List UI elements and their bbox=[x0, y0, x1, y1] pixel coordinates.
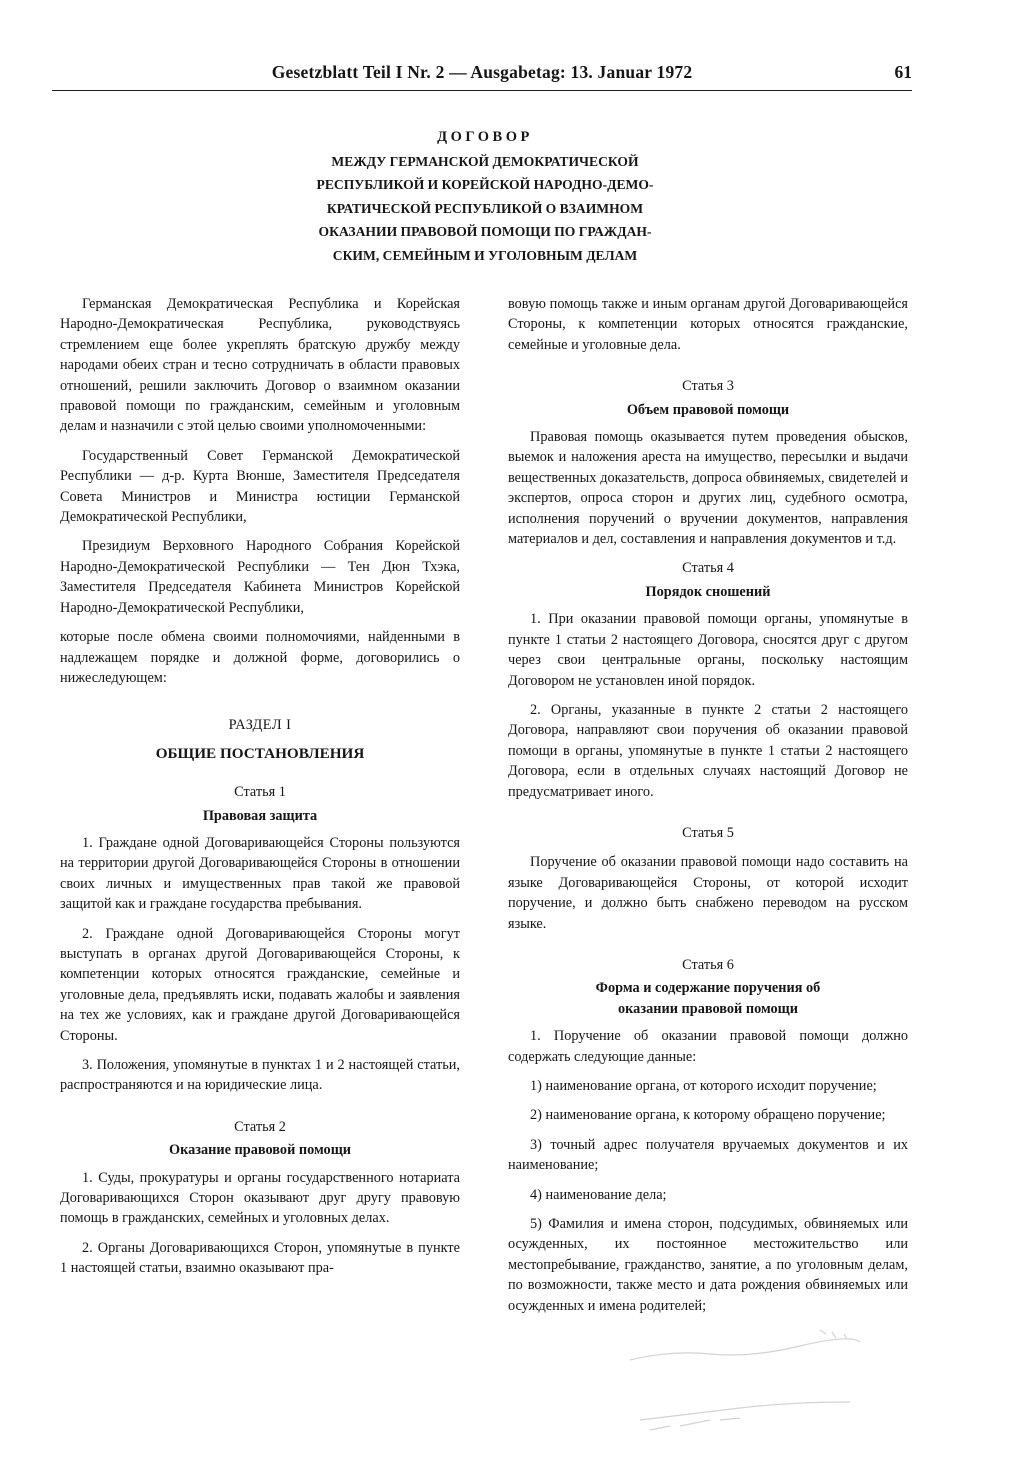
article-1-paragraph-2: 2. Граждане одной Договаривающейся Стороны могут выступать в органах другой Договаривающейся Стороны, к компетенции которых относятся гражданские, семейные и уголовные дела, предъявлять иски, подавать жалобы и заявления на тех же условиях, как и граждане другой Договаривающейся Стороны. bbox=[60, 925, 460, 1044]
title-line-6: СКИМ, СЕМЕЙНЫМ И УГОЛОВНЫМ ДЕЛАМ bbox=[332, 247, 638, 263]
article-1-title: Правовая защита bbox=[202, 807, 318, 824]
gazette-header-title: Gesetzblatt Teil I Nr. 2 — Ausgabetag: 13. Januar 1972 bbox=[271, 62, 693, 82]
article-3-paragraph-1: Правовая помощь оказывается путем проведения обысков, выемок и наложения ареста на имущество, пересылки и выдачи вещественных доказательств, допроса обвиняемых, свидетелей и экспертов, опроса сторон и других лиц, судебного осмотра, исполнения поручений о вручении документов, направления материалов и дел, составления и направления документов и т.д. bbox=[508, 429, 908, 548]
gdr-plenipotentiary: Государственный Совет Германской Демократической Республики — д-р. Курта Вюнше, Заместителя Председателя Совета Министров и Министра юстиции Германской Демократической Республики, bbox=[60, 447, 460, 526]
article-5-number: Статья 5 bbox=[682, 824, 734, 841]
page-header bbox=[52, 58, 912, 90]
article-4-number: Статья 4 bbox=[682, 560, 734, 577]
title-line-3: РЕСПУБЛИКОЙ И КОРЕЙСКОЙ НАРОДНО-ДЕМО- bbox=[316, 177, 654, 193]
right-column bbox=[508, 294, 908, 1325]
article-5-paragraph-1: Поручение об оказании правовой помощи надо составить на языке Договаривающейся Стороны, от которой исходит поручение, и должно быть снабжено переводом на русском языке. bbox=[508, 854, 908, 932]
preamble-paragraph: Германская Демократическая Республика и Корейская Народно-Демократическая Республика, руководствуясь стремлением еще более укреплять братскую дружбу между народами обеих стран и тесно сотрудничать в области правовых отношений, решили заключить Договор о взаимном оказании правовой помощи по гражданским, семейным и уголовным делам и назначили с этой целью своими уполномоченными: bbox=[60, 296, 460, 435]
article-6-title-line-2: оказании правовой помощи bbox=[618, 1000, 798, 1017]
agreement-clause: которые после обмена своими полномочиями, найденными в надлежащем порядке и должной форме, договорились о нижеследующем: bbox=[60, 629, 460, 686]
left-column bbox=[60, 294, 460, 1288]
treaty-title bbox=[230, 126, 740, 268]
header-divider bbox=[52, 90, 912, 91]
article-6-item-1: 1) наименование органа, от которого исходит поручение; bbox=[530, 1078, 877, 1094]
article-6-title-line-1: Форма и содержание поручения об bbox=[595, 980, 821, 997]
faded-stamp-mark bbox=[620, 1320, 880, 1440]
article-1-paragraph-3: 3. Положения, упомянутые в пунктах 1 и 2 настоящей статьи, распространяются и на юридические лица. bbox=[60, 1057, 460, 1094]
title-line-4: КРАТИЧЕСКОЙ РЕСПУБЛИКОЙ О ВЗАИМНОМ bbox=[326, 200, 644, 216]
article-6-item-2: 2) наименование органа, к которому обращено поручение; bbox=[530, 1107, 886, 1124]
article-4-paragraph-2: 2. Органы, указанные в пункте 2 статьи 2 настоящего Договора, направляют свои поручения об оказании правовой помощи в органы, упомянутые в пункте 1 статьи 2 настоящего Договора, если в отдельных случаях настоящий Договор не предусматривает иного. bbox=[508, 701, 908, 800]
title-line-1: ДОГОВОР bbox=[437, 129, 533, 145]
title-line-2: МЕЖДУ ГЕРМАНСКОЙ ДЕМОКРАТИЧЕСКОЙ bbox=[331, 153, 639, 169]
article-6-item-4: 4) наименование дела; bbox=[530, 1186, 667, 1203]
section-heading: РАЗДЕЛ I bbox=[228, 717, 292, 734]
article-6-item-3: 3) точный адрес получателя вручаемых документов и их наименование; bbox=[508, 1136, 908, 1174]
section-title: ОБЩИЕ ПОСТАНОВЛЕНИЯ bbox=[155, 744, 365, 762]
article-2-paragraph-1: 1. Суды, прокуратуры и органы государственного нотариата Договаривающихся Сторон оказывают друг другу правовую помощь в гражданских, семейных и уголовных делах. bbox=[60, 1169, 460, 1227]
dprk-plenipotentiary: Президиум Верховного Народного Собрания Корейской Народно-Демократической Республики — Тен Дюн Тхэка, Заместителя Председателя Кабинета Министров Корейской Народно-Демократической Республики, bbox=[60, 538, 460, 616]
article-2-continuation: вовую помощь также и иным органам другой Договаривающейся Стороны, к компетенции которых относятся гражданские, семейные и уголовные дела. bbox=[508, 296, 908, 353]
article-3-title: Объем правовой помощи bbox=[626, 401, 790, 418]
article-1-number: Статья 1 bbox=[234, 784, 286, 801]
article-2-number: Статья 2 bbox=[234, 1118, 286, 1135]
article-6-paragraph-1: 1. Поручение об оказании правовой помощи должно содержать следующие данные: bbox=[508, 1028, 908, 1065]
article-4-title: Порядок сношений bbox=[645, 583, 771, 600]
article-2-paragraph-2: 2. Органы Договаривающихся Сторон, упомянутые в пункте 1 настоящей статьи, взаимно оказывают пра- bbox=[60, 1239, 460, 1277]
page-number: 61 bbox=[894, 62, 912, 82]
article-6-item-5: 5) Фамилия и имена сторон, подсудимых, обвиняемых или осужденных, их постоянное местожительство или местопребывание, гражданство, занятие, а по уголовным делам, по возможности, также место и дата рождения обвиняемых или осужденных и имена родителей; bbox=[508, 1216, 908, 1314]
article-6-number: Статья 6 bbox=[682, 956, 734, 973]
title-line-5: ОКАЗАНИИ ПРАВОВОЙ ПОМОЩИ ПО ГРАЖДАН- bbox=[318, 224, 652, 240]
article-4-paragraph-1: 1. При оказании правовой помощи органы, упомянутые в пункте 1 статьи 2 настоящего Договора, сносятся друг с другом через свои центральные органы, поскольку настоящим Договором не установлен иной порядок. bbox=[508, 611, 908, 689]
article-2-title: Оказание правовой помощи bbox=[168, 1142, 352, 1159]
article-1-paragraph-1: 1. Граждане одной Договаривающейся Стороны пользуются на территории другой Договаривающейся Стороны в отношении своих личных и имущественных прав такой же правовой защитой как и граждане государства пребывания. bbox=[60, 834, 460, 913]
article-3-number: Статья 3 bbox=[682, 378, 734, 395]
